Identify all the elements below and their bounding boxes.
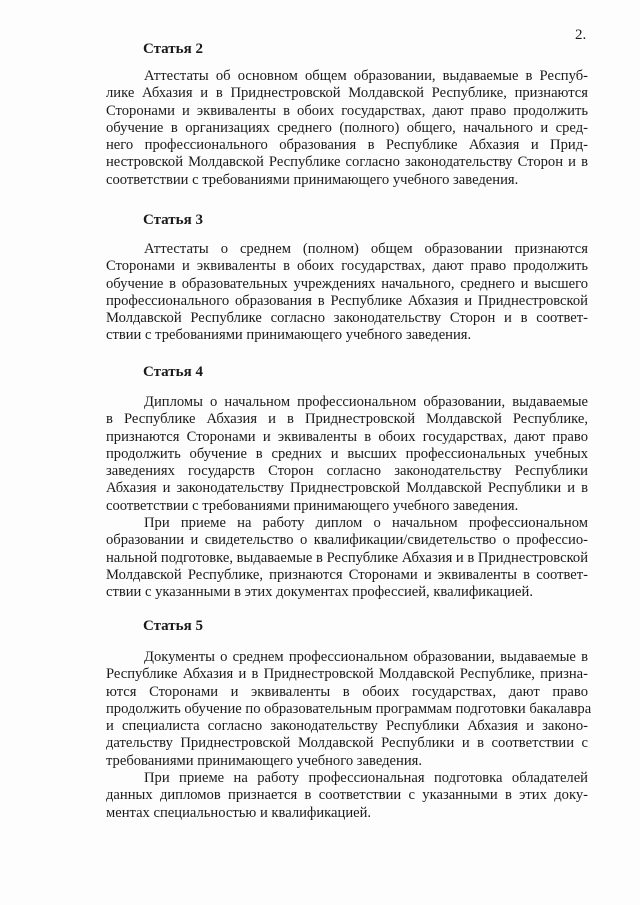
text-line: При приеме на работу профессиональная подготовка обладателей [144, 770, 588, 786]
text-line: Молдавской Республике, признаются Сторонами и эквиваленты в соответ- [106, 566, 588, 583]
text-line: заведениях государств Сторон согласно законодательству Республики [106, 463, 588, 480]
text-line: профессионального образования в Республике Абхазия и Приднестровской [106, 292, 588, 309]
text-line: в Республике Абхазия и в Приднестровской Молдавской Республике, [106, 411, 588, 428]
text-line: дательству Приднестровской Молдавской Республики и в соответствии с [106, 735, 588, 752]
text-line: ствии с указанными в этих документах профессией, квалификацией. [106, 584, 533, 601]
article-2-heading: Статья 2 [143, 41, 203, 57]
text-line: Аттестаты о среднем (полном) общем образовании признаются [144, 241, 588, 257]
text-line: соответствии с требованиями принимающего учебного заведения. [106, 171, 519, 188]
article-3-heading: Статья 3 [143, 212, 203, 228]
article-4-heading: Статья 4 [143, 364, 203, 380]
text-line: Документы о среднем профессиональном образовании, выдаваемые в [144, 649, 588, 665]
article-4-paragraph-1 [106, 394, 588, 515]
text-line: ются Сторонами и эквиваленты в обоих государствах, дают право [106, 683, 588, 700]
article-4-paragraph-2 [106, 515, 588, 601]
text-line: нестровской Молдавской Республике согласно законодательству Сторон и в [106, 154, 588, 171]
text-line: соответствии с требованиями принимающего учебного заведения. [106, 497, 519, 514]
text-line: Абхазия и законодательству Приднестровской Молдавской Республики и в [106, 480, 588, 497]
text-line: данных дипломов признается в соответствии с указанными в этих доку- [106, 787, 588, 804]
text-line: обучение в организациях среднего (полного) общего, начального и сред- [106, 119, 588, 136]
text-line: признаются Сторонами и эквиваленты в обоих государствах, дают право [106, 428, 588, 445]
text-line: продолжить обучение в средних и высших профессиональных учебных [106, 445, 588, 462]
text-line: Республике Абхазия и в Приднестровской Молдавской Республике, призна- [106, 666, 588, 683]
article-5-paragraph-1 [106, 649, 592, 770]
text-line: нальной подготовке, выдаваемые в Республике Абхазия и в Приднестровской [106, 549, 589, 566]
text-line: Аттестаты об основном общем образовании, выдаваемые в Респуб- [144, 68, 588, 84]
page-number: 2. [575, 27, 587, 43]
text-line: Молдавской Республике согласно законодательству Сторон и в соответ- [106, 310, 588, 327]
article-3-paragraph-1 [106, 241, 588, 345]
text-line: продолжить обучение по образовательным программам подготовки бакалавра [106, 700, 592, 717]
text-line: При приеме на работу диплом о начальном профессиональном [144, 515, 588, 531]
text-line: лике Абхазия и в Приднестровской Молдавской Республике, признаются [106, 85, 588, 102]
text-line: ментах специальностью и квалификацией. [106, 804, 372, 821]
text-line: Сторонами и эквиваленты в обоих государствах, дают право продолжить [106, 102, 588, 119]
text-line: него профессионального образования в Республике Абхазия и Прид- [106, 137, 588, 154]
text-line: обучение в образовательных учреждениях начального, среднего и высшего [106, 275, 588, 292]
text-line: образовании и свидетельство о квалификации/свидетельство о профессио- [106, 532, 588, 549]
text-line: Сторонами и эквиваленты в обоих государствах, дают право продолжить [106, 258, 588, 275]
article-2-paragraph-1 [106, 68, 588, 189]
text-line: Дипломы о начальном профессиональном образовании, выдаваемые [144, 394, 588, 410]
text-line: и специалиста согласно законодательству Республики Абхазия и законо- [106, 718, 588, 735]
article-5-heading: Статья 5 [143, 618, 203, 634]
text-line: требованиями принимающего учебного заведения. [106, 752, 423, 769]
article-5-paragraph-2 [106, 770, 588, 822]
text-line: ствии с требованиями принимающего учебного заведения. [106, 327, 472, 344]
